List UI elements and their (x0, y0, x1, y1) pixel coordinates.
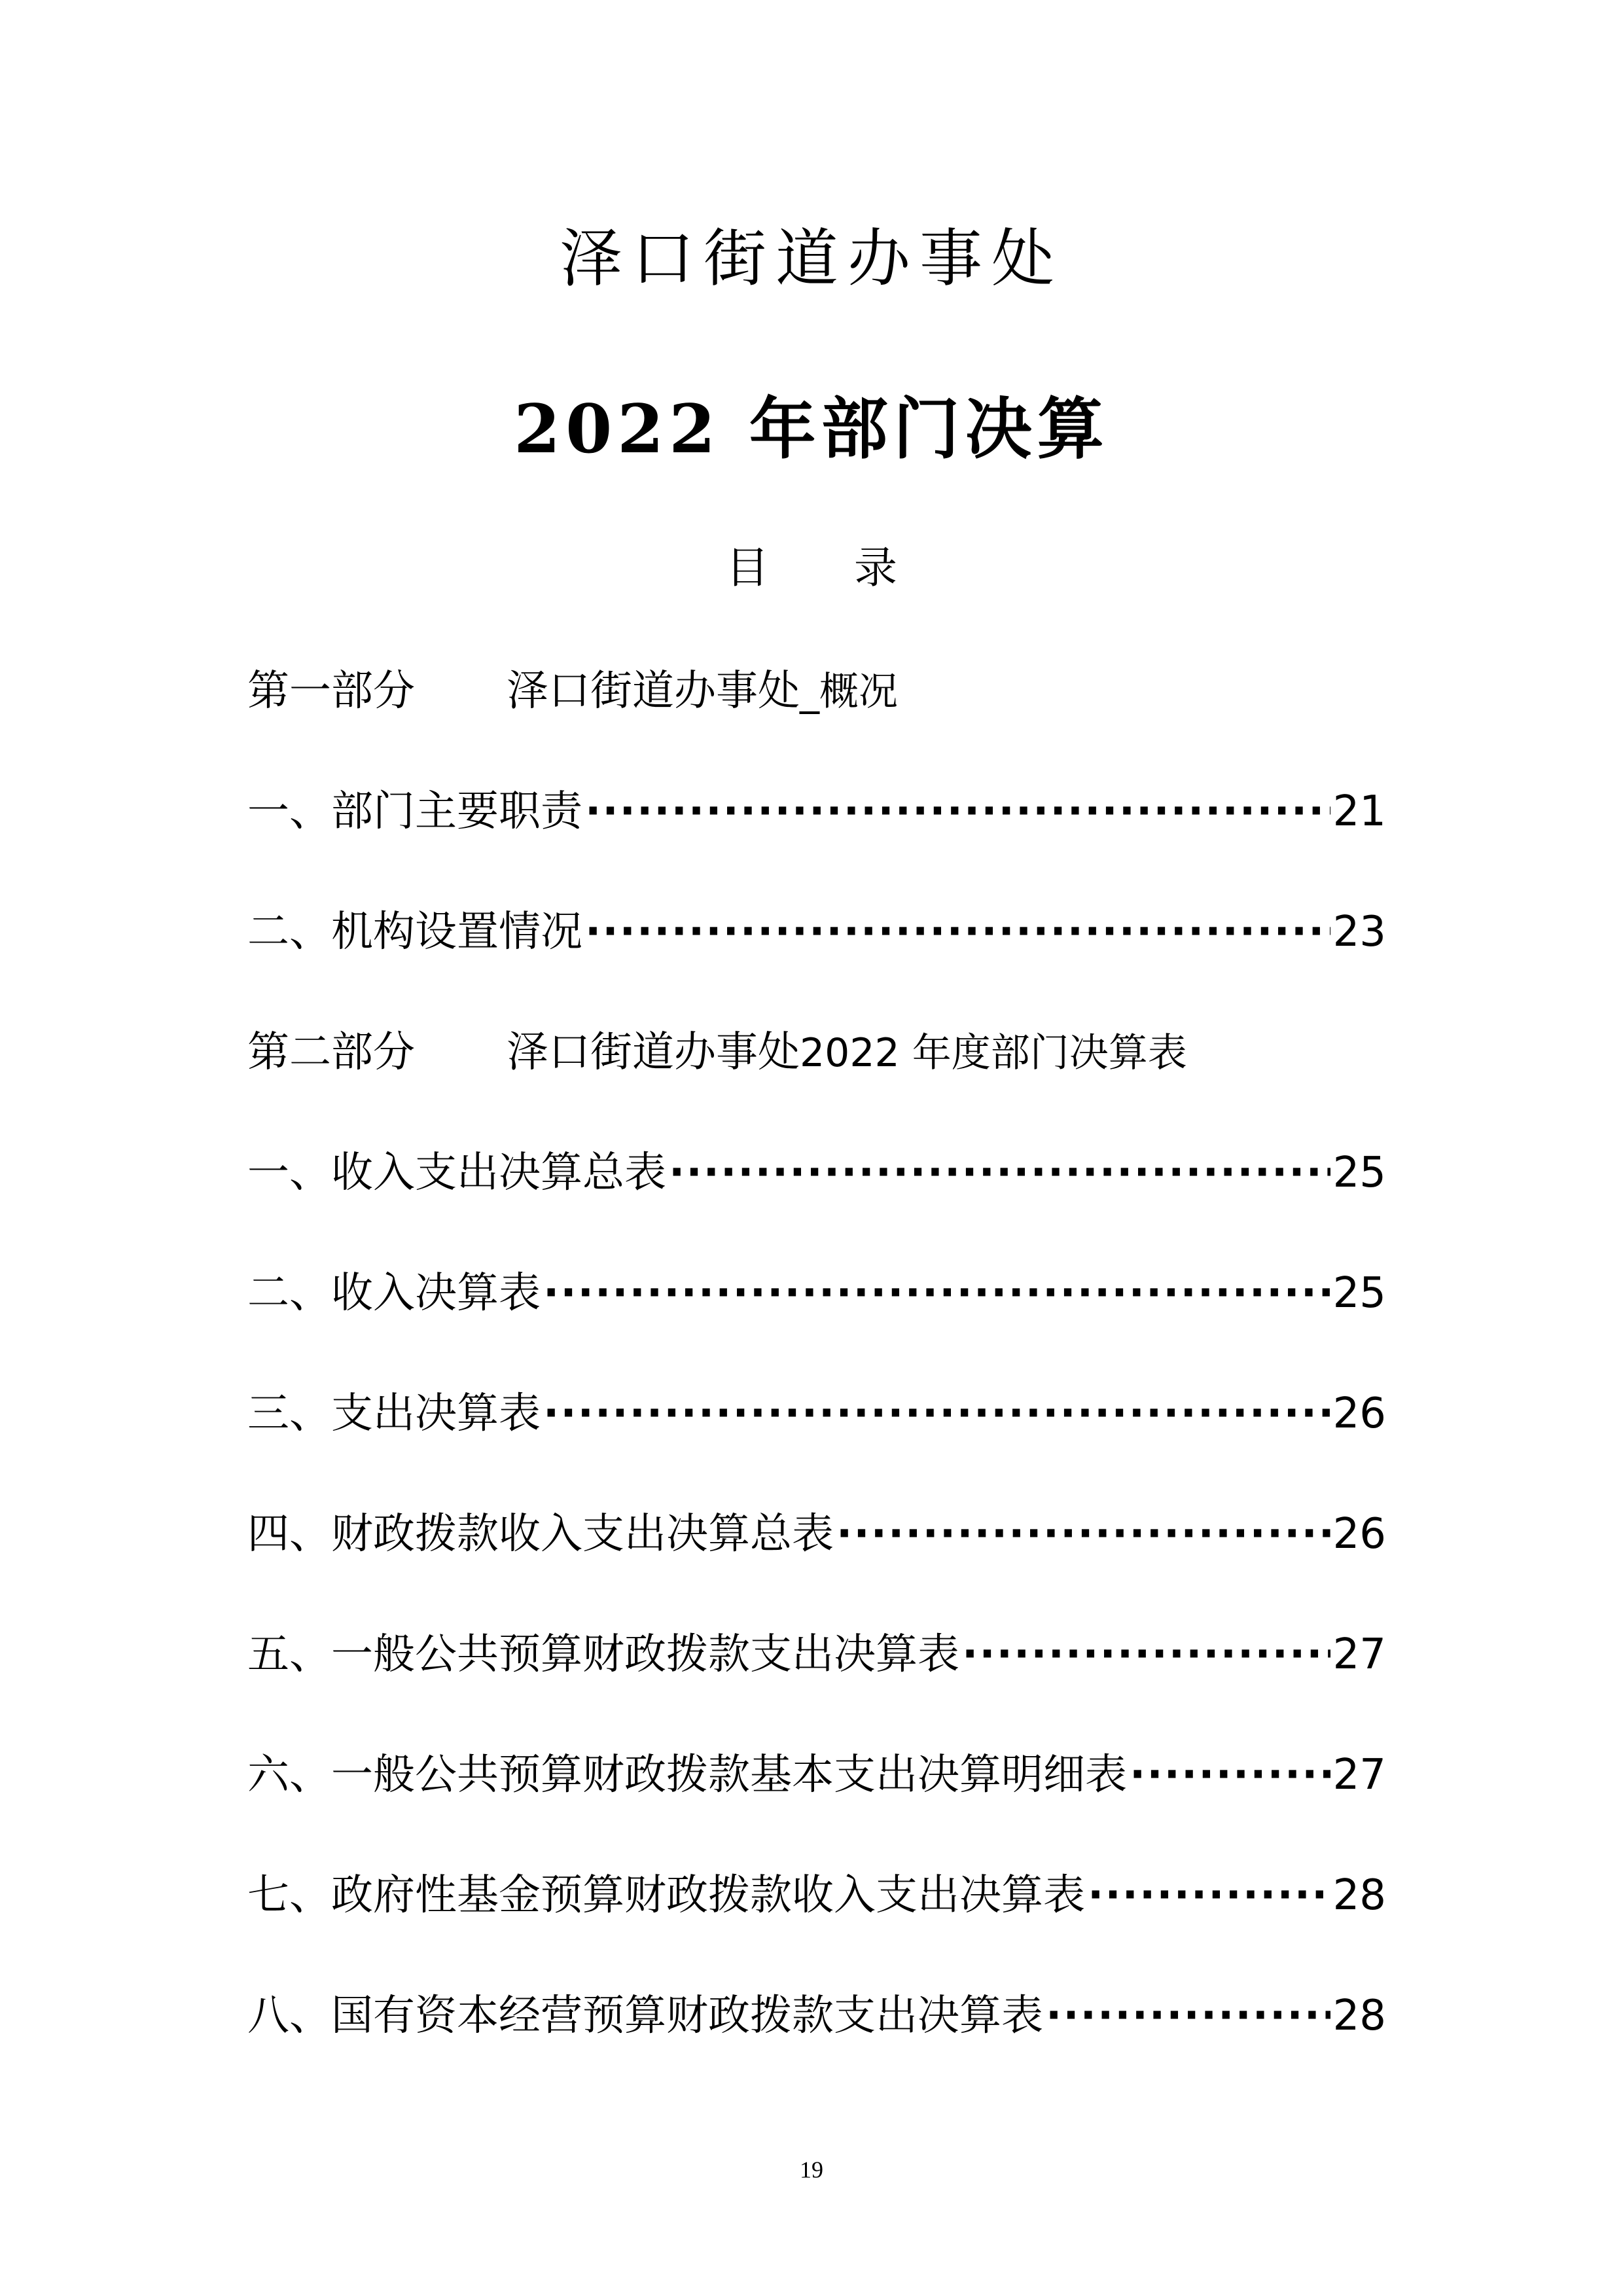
page-number: 19 (800, 2157, 823, 2183)
toc-entry-title: 五、一般公共预算财政拨款支出决算表 (247, 1630, 959, 1679)
toc-entry-page: 27 (1332, 1630, 1386, 1679)
toc-entry-page: 26 (1332, 1510, 1386, 1558)
toc-entry-page: 28 (1332, 1871, 1386, 1920)
dot-leader (1046, 1983, 1330, 2049)
toc-entry-title: 七、政府性基金预算财政拨款收入支出决算表 (247, 1871, 1085, 1920)
dot-leader (585, 899, 1330, 965)
document-title: 泽口街道办事处 (560, 222, 1063, 295)
toc-heading (0, 535, 1623, 601)
toc-entry[interactable] (247, 1742, 1386, 1808)
toc-heading-right: 录 (854, 543, 897, 593)
toc-entry[interactable] (247, 1983, 1386, 2049)
toc-entry-title: 三、支出决算表 (247, 1390, 541, 1438)
dot-leader (836, 1501, 1330, 1567)
toc-entry-title: 一、收入支出决算总表 (247, 1149, 666, 1197)
part-suffix: 2022 年度部门决算表 (800, 1030, 1187, 1076)
toc-part-2 (247, 1020, 1438, 1086)
toc-entry[interactable] (247, 1381, 1386, 1446)
dot-leader (585, 779, 1330, 844)
part-title: 泽口街道办事处 (507, 1028, 800, 1077)
toc-entry[interactable] (247, 1622, 1386, 1687)
part-label: 第二部分 (247, 1028, 415, 1077)
toc-entry-title: 八、国有资本经营预算财政拨款支出决算表 (247, 1992, 1043, 2040)
dot-leader (669, 1140, 1330, 1206)
toc-entry[interactable] (247, 1501, 1386, 1567)
part-label: 第一部分 (247, 667, 415, 715)
dot-leader (1130, 1742, 1330, 1808)
toc-entry[interactable] (247, 1261, 1386, 1326)
part-suffix: _概况 (800, 669, 898, 715)
toc-entry[interactable] (247, 899, 1386, 965)
dot-leader (1088, 1863, 1330, 1928)
toc-entry[interactable] (247, 779, 1386, 844)
toc-entry-title: 二、收入决算表 (247, 1269, 541, 1318)
toc-part-1 (247, 658, 1438, 725)
document-subtitle: 2022 年部门决算 (514, 390, 1109, 469)
toc-entry-page: 28 (1332, 1992, 1386, 2040)
toc-entry[interactable] (247, 1863, 1386, 1928)
dot-leader (543, 1381, 1330, 1446)
toc-entry-title: 六、一般公共预算财政拨款基本支出决算明细表 (247, 1751, 1127, 1799)
toc-entry-page: 25 (1332, 1269, 1386, 1318)
toc-entry-page: 26 (1332, 1390, 1386, 1438)
toc-entry-title: 二、机构设置情况 (247, 908, 582, 956)
toc-entry-page: 25 (1332, 1149, 1386, 1197)
toc-entry-title: 一、部门主要职责 (247, 787, 582, 836)
toc-entry[interactable] (247, 1140, 1386, 1206)
toc-entry-page: 27 (1332, 1751, 1386, 1799)
dot-leader (543, 1261, 1330, 1326)
toc-entry-title: 四、财政拨款收入支出决算总表 (247, 1510, 834, 1558)
toc-entry-page: 23 (1332, 908, 1386, 956)
dot-leader (962, 1622, 1330, 1687)
part-title: 泽口街道办事处 (507, 667, 800, 715)
toc-heading-left: 目 (726, 543, 769, 593)
toc-entry-page: 21 (1332, 787, 1386, 836)
